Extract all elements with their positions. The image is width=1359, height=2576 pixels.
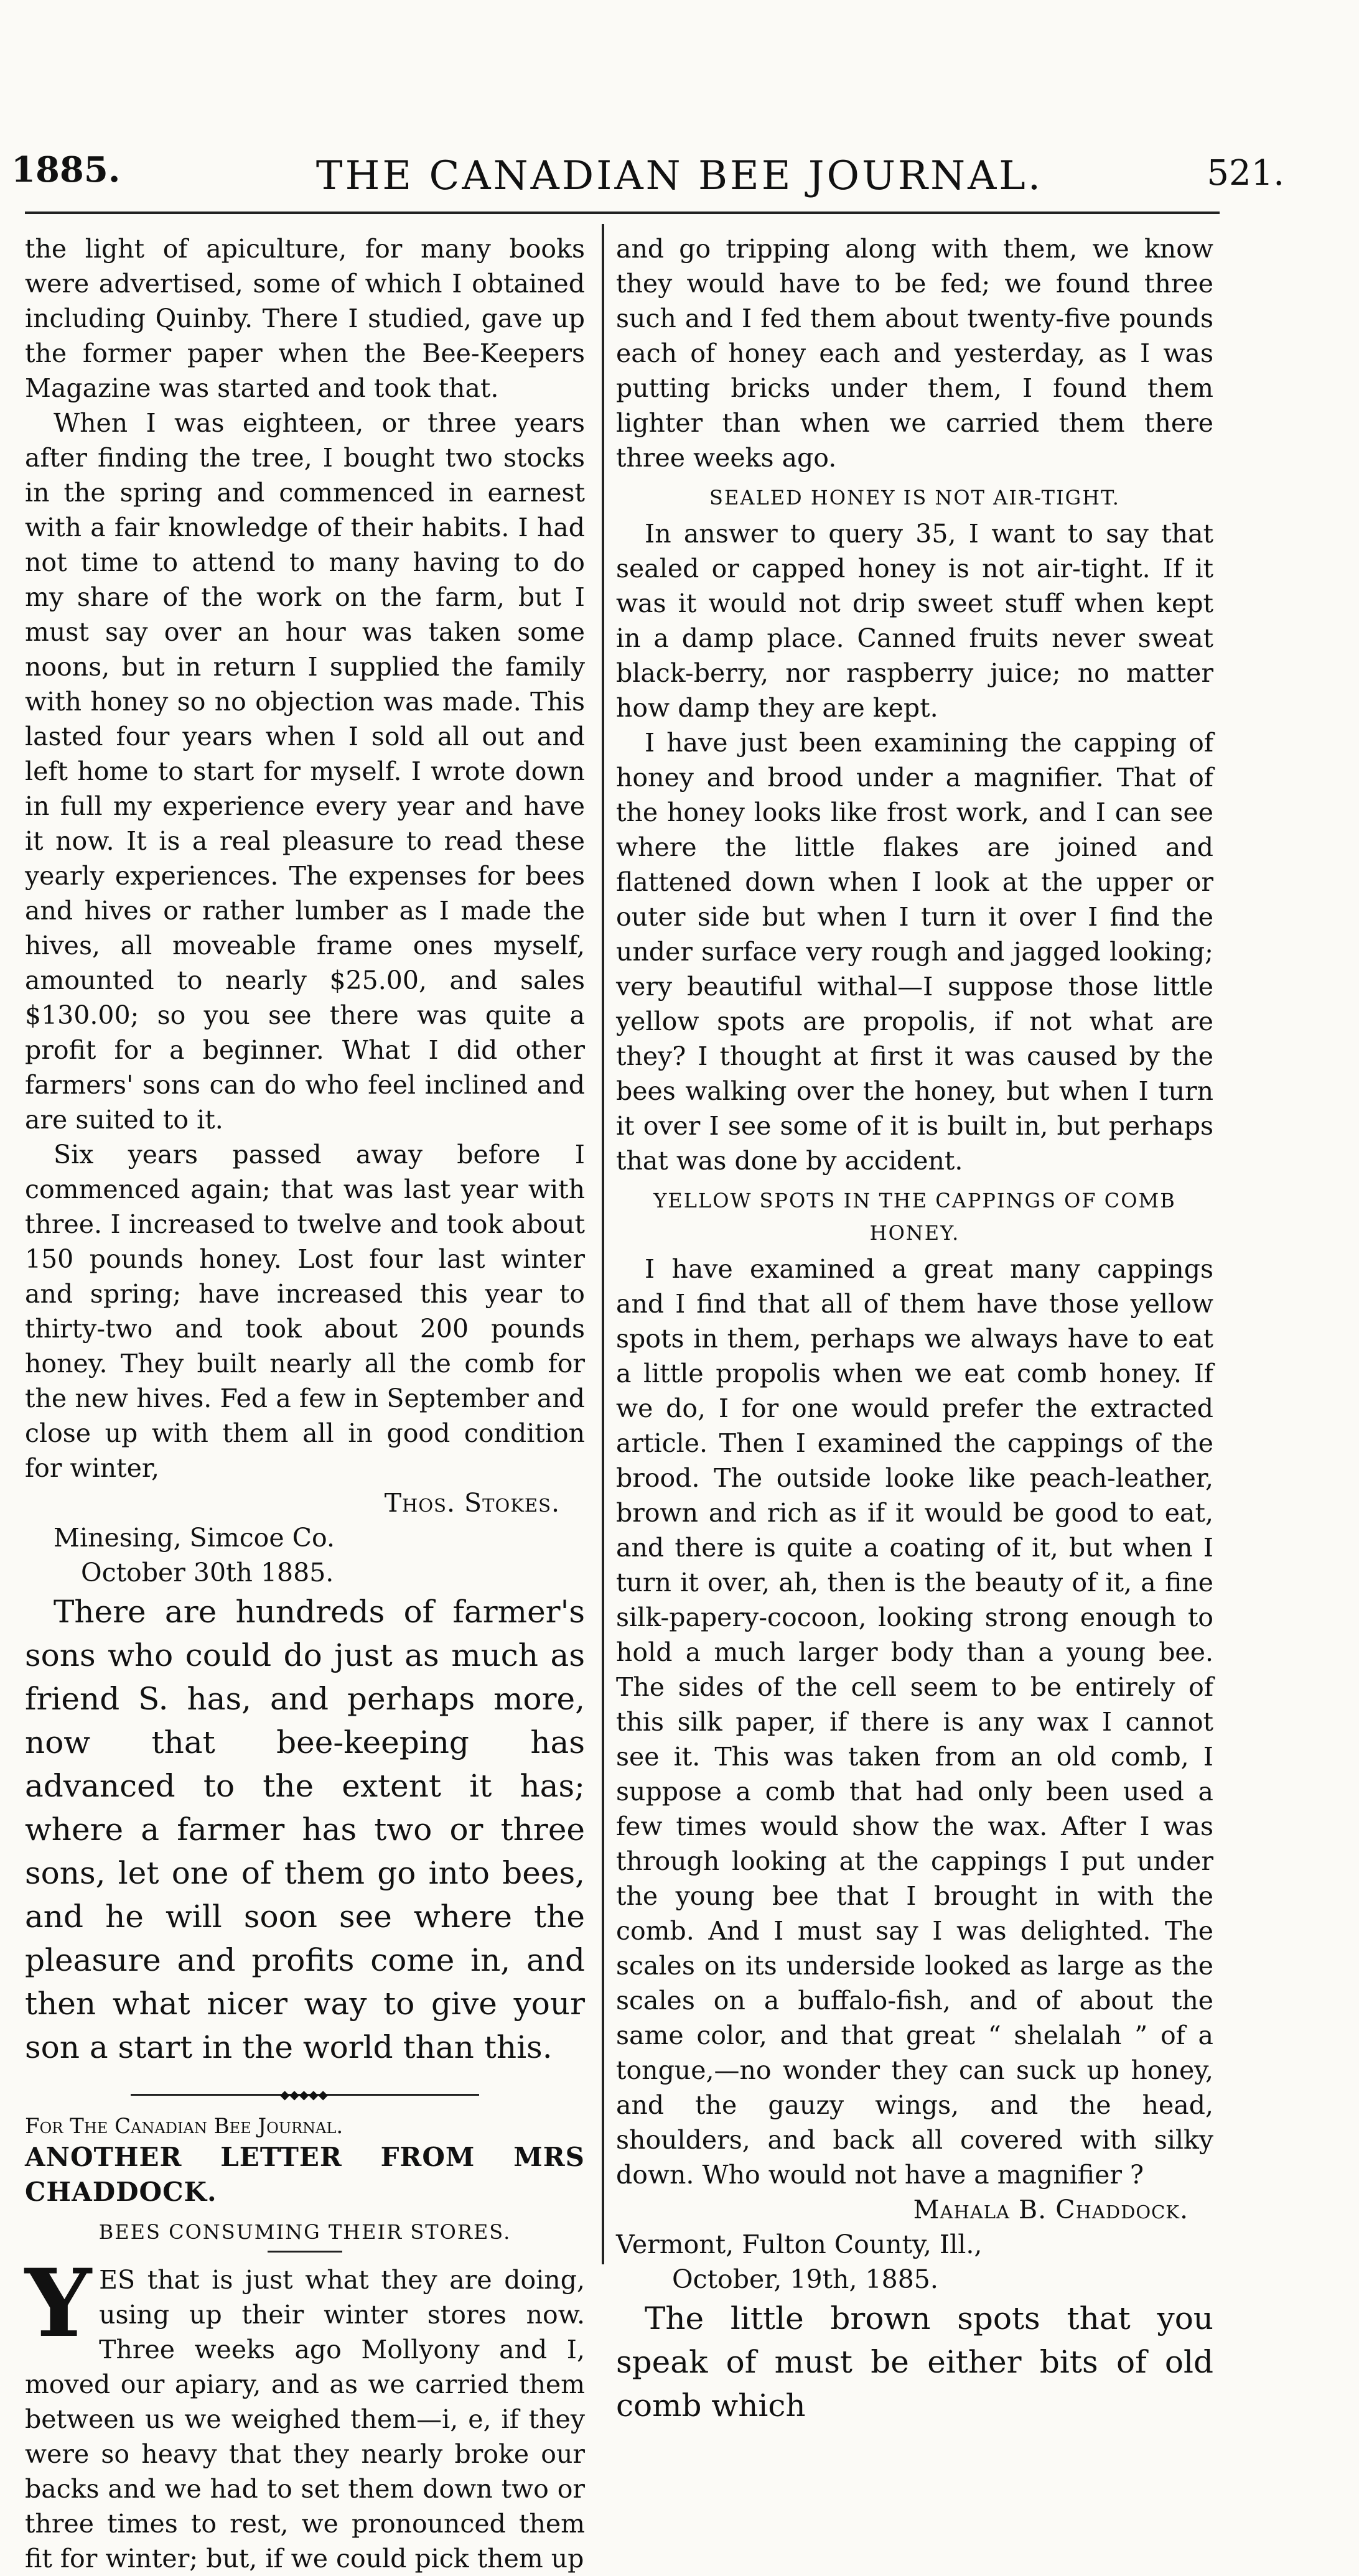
paragraph <box>25 2249 585 2576</box>
header-rule <box>25 212 1220 214</box>
section-subhead: YELLOW SPOTS IN THE CAPPINGS OF COMB HONEY. <box>653 1189 1176 1245</box>
for-line: For The Canadian Bee Journal. <box>25 2114 343 2139</box>
paragraph: and go tripping along with them, we know they would have to be fed; we found three such and I fed them about twenty-five pounds each of honey each and yesterday, as I was putting bricks under them, I found them lighter than when we carried them there three weeks ago. <box>616 234 1213 473</box>
paragraph: Six years passed away before I commenced again; that was last year with three. I increased to twelve and took about 150 pounds honey. Lost four last winter and spring; have increased this year to thirty-two and took about 200 pounds honey. They built nearly all the comb for the new hives. Fed a few in September and close up with them all in good condition for winter, <box>25 1140 585 1483</box>
paragraph: When I was eighteen, or three years after finding the tree, I bought two stocks in the spring and commenced in earnest with a fair knowledge of their habits. I had not time to attend to many having to do my share of the work on the farm, but I must say over an hour was taken some noons, but in return I supplied the family with honey so no objection was made. This lasted four years when I sold all out and left home to start for myself. I wrote down in full my experience every year and have it now. It is a real pleasure to read these yearly experiences. The expenses for bees and hives or rather lumber as I made the hives, all moveable frame ones myself, amounted to nearly $25.00, and sales $130.00; so you see there was quite a profit for a beginner. What I did other farmers' sons can do who feel inclined and are suited to it. <box>25 408 585 1135</box>
header-year: 1885. <box>11 149 121 190</box>
paragraph: In answer to query 35, I want to say that sealed or capped honey is not air-tight. If it was it would not drip sweet stuff when kept in a damp place. Canned fruits never sweat black-berry, nor raspberry juice; no matter how damp they are kept. <box>616 519 1213 723</box>
drop-cap: Y <box>25 2249 92 2358</box>
page-header <box>0 149 1359 199</box>
signature: Thos. Stokes. <box>384 1488 560 1518</box>
dateline-date: October, 19th, 1885. <box>672 2264 938 2294</box>
section-subhead: SEALED HONEY IS NOT AIR-TIGHT. <box>709 486 1120 509</box>
paragraph: I have examined a great many cappings and I find that all of them have those yellow spots in them, perhaps we always have to eat a little propolis when we eat comb honey. If we do, I for one would prefer the extracted article. Then I examined the cappings of the brood. The outside looke like peach-leather, brown and rich as if it would be good to eat, and there is quite a coating of it, but when I turn it over, ah, then is the beauty of it, a fine silk-papery-cocoon, looking strong enough to hold a much larger body than a young bee. The sides of the cell seem to be entirely of this silk paper, if there is any wax I cannot see it. This was taken from an old comb, I suppose a comb that had only been used a few times would show the wax. After I was through looking at the cappings I put under the young bee that I brought in with the comb. And I must say I was delighted. The scales on its underside looked as large as the scales on a buffalo-fish, and of about the same color, and that great “ shelalah ” of a tongue,—no wonder they can suck up honey, and the gauzy wings, and the head, shoulders, and back all covered with silky down. Who would not have a magnifier ? <box>616 1254 1213 2190</box>
paragraph-text: ES that is just what they are doing, using up their winter stores now. Three weeks ago Mollyony and I, moved our apiary, and as we carried them between us we weighed them—i, e, if they were so heavy that they nearly broke our backs and we had to set them down two or three times to rest, we pronounced them fit for winter; but, if we could pick them up <box>25 2265 585 2574</box>
article-title: ANOTHER LETTER FROM MRS CHADDOCK. <box>25 2142 585 2207</box>
editor-note: The little brown spots that you speak of must be either bits of old comb which <box>616 2300 1213 2424</box>
right-column <box>616 231 1213 2427</box>
paragraph: I have just been examining the capping of honey and brood under a magnifier. That of the honey looks like frost work, and I can see where the little flakes are joined and flattened down when I look at the upper or outer side but when I turn it over I find the under surface very rough and jagged looking; very beautiful withal—I suppose those little yellow spots are propolis, if not what are they? I thought at first it was caused by the bees walking over the honey, but when I turn it over I see some of it is built in, but perhaps that was done by accident. <box>616 728 1213 1176</box>
subhead-rule <box>268 2251 342 2253</box>
journal-title: THE CANADIAN BEE JOURNAL. <box>315 153 1044 199</box>
dateline-place: Vermont, Fulton County, Ill., <box>616 2230 983 2259</box>
editor-note: There are hundreds of farmer's sons who could do just as much as friend S. has, and perhaps more, now that bee-keeping has advanced to the extent it has; where a farmer has two or three sons, let one of them go into bees, and he will soon see where the pleasure and profits come in, and then what nicer way to give your son a start in the world than this. <box>25 1594 585 2065</box>
left-column <box>25 231 585 2576</box>
section-divider: ◆◆◆◆◆ <box>25 2085 585 2104</box>
paragraph: the light of apiculture, for many books were advertised, some of which I obtained including Quinby. There I studied, gave up the former paper when the Bee-Keepers Magazine was started and took that. <box>25 234 585 403</box>
page-number: 521. <box>1207 153 1284 193</box>
article-subhead: BEES CONSUMING THEIR STORES. <box>98 2220 511 2244</box>
column-divider <box>602 224 604 2264</box>
signature: Mahala B. Chaddock. <box>913 2195 1189 2225</box>
dateline-date: October 30th 1885. <box>81 1558 334 1588</box>
dateline-place: Minesing, Simcoe Co. <box>54 1523 335 1553</box>
